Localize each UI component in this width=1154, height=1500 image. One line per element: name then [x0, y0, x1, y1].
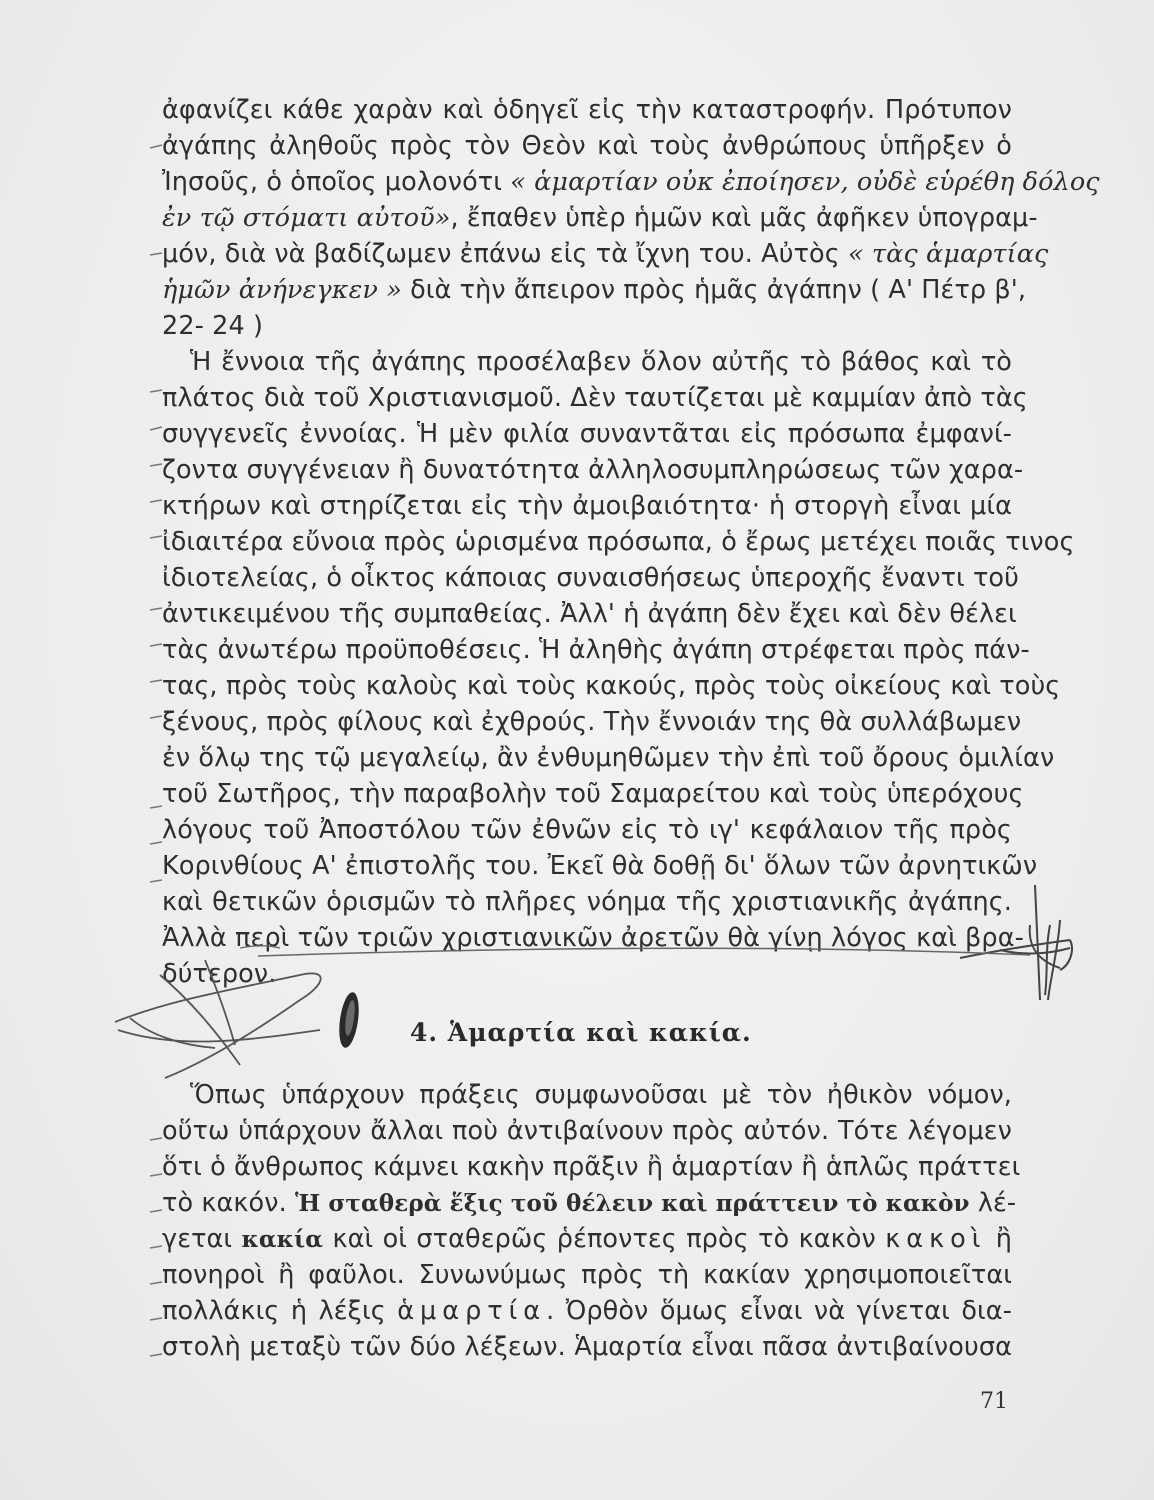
text-line — [162, 1293, 1012, 1329]
body-text-top — [162, 92, 1100, 992]
text-run: λέ- — [969, 1188, 1017, 1218]
text-run: . Ὀρθὸν ὅμως εἶναι νὰ γίνεται δια- — [546, 1296, 1012, 1326]
text-line — [162, 200, 1038, 236]
text-run: καὶ οἱ σταθερῶς ῥέποντες πρὸς τὸ κακὸν — [323, 1224, 886, 1254]
text-line — [162, 272, 1027, 308]
scripture-quote: ἐν τῷ στόματι αὐτοῦ» — [162, 203, 451, 233]
text-line — [162, 128, 1012, 164]
section-heading: 4. Ἁμαρτία καὶ κακία. — [410, 1018, 752, 1047]
text-line: ἰδιαιτέρα εὔνοια πρὸς ὡρισμένα πρόσωπα, ὁ ἔρως μετέχει ποιᾶς τινος — [162, 527, 1075, 557]
text-line — [162, 236, 1049, 272]
margin-ticks — [150, 145, 162, 1356]
text-line: τὰς ἀνωτέρω προϋποθέσεις. Ἡ ἀληθὴς ἀγάπη στρέφεται πρὸς πάν- — [162, 635, 1030, 665]
scripture-quote: « τὰς ἁμαρτίας — [848, 239, 1049, 269]
text-run: πολλάκις ἡ λέξις — [162, 1296, 398, 1326]
text-run: οὕτω ὑπάρχουν ἄλλαι ποὺ ἀντιβαίνουν πρὸς αὐτόν. Τότε λέγομεν — [162, 1116, 1012, 1146]
text-run: ἀγάπης ἀληθοῦς πρὸς τὸν Θεὸν καὶ τοὺς ἀνθρώπους ὑπῆρξεν ὁ — [162, 131, 1012, 161]
text-run: διὰ τὴν ἄπειρον πρὸς ἡμᾶς ἀγάπην ( Α' Πέτρ β', — [401, 275, 1027, 305]
text-line: Ἡ ἔννοια τῆς ἀγάπης προσέλαβεν ὅλον αὐτῆς τὸ βάθος καὶ τὸ — [190, 347, 1012, 377]
text-run: γεται — [162, 1224, 242, 1254]
text-line — [162, 1185, 1017, 1221]
text-line: Κορινθίους Α' ἐπιστολῆς του. Ἐκεῖ θὰ δοθῇ δι' ὅλων τῶν ἀρνητικῶν — [162, 851, 1038, 881]
scripture-quote: « ἁμαρτίαν οὐκ ἐποίησεν, οὐδὲ εὑρέθη δόλος — [510, 167, 1100, 197]
spaced-term: ἁμαρτία — [397, 1296, 547, 1326]
text-line — [162, 164, 1100, 200]
text-line: Ἀλλὰ περὶ τῶν τριῶν χριστιανικῶν ἀρετῶν θὰ γίνῃ λόγος καὶ βρα- — [162, 923, 1024, 953]
text-line: δύτερον. — [162, 959, 277, 989]
bold-term: κακία — [241, 1226, 324, 1253]
text-run: ὅτι ὁ ἄνθρωπος κάμνει κακὴν πρᾶξιν ἢ ἁμαρτίαν ἢ ἁπλῶς πράττει — [162, 1152, 1021, 1182]
text-run: μόν, διὰ νὰ βαδίζωμεν ἐπάνω εἰς τὰ ἴχνη του. Αὐτὸς — [162, 239, 848, 269]
text-run: ἢ — [986, 1224, 1012, 1254]
spaced-term: κακοὶ — [885, 1224, 987, 1254]
text-line: ἀντικειμένου τῆς συμπαθείας. Ἀλλ' ἡ ἀγάπη δὲν ἔχει καὶ δὲν θέλει — [162, 599, 1017, 629]
text-line: ξένους, πρὸς φίλους καὶ ἐχθρούς. Τὴν ἔννοιάν της θὰ συλλάβωμεν — [162, 707, 1022, 737]
text-line — [162, 1113, 1012, 1149]
text-run: Ὅπως ὑπάρχουν πράξεις συμφωνοῦσαι μὲ τὸν ἠθικὸν νόμον, — [190, 1080, 1012, 1110]
text-line: κτήρων καὶ στηρίζεται εἰς τὴν ἀμοιβαιότητα· ἡ στοργὴ εἶναι μία — [162, 491, 1012, 521]
text-line: τας, πρὸς τοὺς καλοὺς καὶ τοὺς κακούς, πρὸς τοὺς οἰκείους καὶ τοὺς — [162, 671, 1061, 701]
text-run: τὸ κακόν. — [162, 1188, 295, 1218]
text-line — [162, 1149, 1021, 1185]
page-number: 71 — [980, 1389, 1008, 1414]
text-line: τοῦ Σωτῆρος, τὴν παραβολὴν τοῦ Σαμαρείτου καὶ τοὺς ὑπερόχους — [162, 779, 1024, 809]
text-line: καὶ θετικῶν ὁρισμῶν τὸ πλῆρες νόημα τῆς χριστιανικῆς ἀγάπης. — [162, 887, 1012, 917]
text-line — [162, 1221, 1012, 1257]
text-line — [162, 92, 1012, 128]
bold-definition: Ἡ σταθερὰ ἕξις τοῦ θέλειν καὶ πράττειν τὸ κακὸν — [294, 1190, 970, 1217]
text-line: λόγους τοῦ Ἀποστόλου τῶν ἐθνῶν εἰς τὸ ιγ' κεφάλαιον τῆς πρὸς — [162, 815, 1012, 845]
heading-oval-mark — [336, 991, 362, 1049]
text-line: ζοντα συγγένειαν ἢ δυνατότητα ἀλληλοσυμπληρώσεως τῶν χαρα- — [162, 455, 1024, 485]
text-run: 22- 24 ) — [162, 311, 264, 341]
text-run: , ἔπαθεν ὑπὲρ ἡμῶν καὶ μᾶς ἀφῆκεν ὑπογραμ- — [450, 203, 1038, 233]
text-line — [162, 308, 1012, 344]
scripture-quote: ἡμῶν ἀνήνεγκεν » — [162, 275, 402, 305]
text-run: στολὴ μεταξὺ τῶν δύο λέξεων. Ἁμαρτία εἶναι πᾶσα ἀντιβαίνουσα — [162, 1332, 1012, 1362]
text-line: ἰδιοτελείας, ὁ οἶκτος κάποιας συναισθήσεως ὑπεροχῆς ἔναντι τοῦ — [162, 563, 1019, 593]
text-run: Ἰησοῦς, ὁ ὁποῖος μολονότι — [162, 167, 511, 197]
text-line — [162, 1257, 1012, 1293]
text-run: πονηροὶ ἢ φαῦλοι. Συνωνύμως πρὸς τὴ κακίαν χρησιμοποιεῖται — [162, 1260, 1012, 1290]
text-line — [162, 1329, 1012, 1365]
text-line — [162, 1077, 1012, 1113]
text-line: ἐν ὅλῳ της τῷ μεγαλείῳ, ἂν ἐνθυμηθῶμεν τὴν ἐπὶ τοῦ ὄρους ὁμιλίαν — [162, 743, 1055, 773]
body-text-bottom — [162, 1077, 1021, 1365]
text-run: ἀφανίζει κάθε χαρὰν καὶ ὁδηγεῖ εἰς τὴν καταστροφήν. Πρότυπον — [162, 95, 1012, 125]
text-line: συγγενεῖς ἐννοίας. Ἡ μὲν φιλία συναντᾶται εἰς πρόσωπα ἐμφανί- — [162, 419, 1012, 449]
text-line: πλάτος διὰ τοῦ Χριστιανισμοῦ. Δὲν ταυτίζεται μὲ καμμίαν ἀπὸ τὰς — [162, 383, 1028, 413]
